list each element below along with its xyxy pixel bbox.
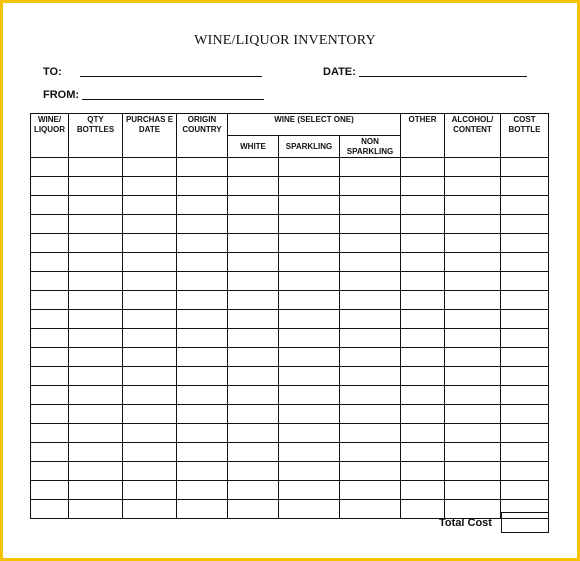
- page-title: WINE/LIQUOR INVENTORY: [194, 33, 376, 48]
- table-row: [31, 291, 549, 310]
- table-cell[interactable]: [279, 405, 340, 424]
- table-cell[interactable]: [445, 424, 501, 443]
- table-cell[interactable]: [123, 196, 177, 215]
- to-label: TO:: [43, 66, 62, 78]
- header-cost-bottle: COST BOTTLE: [501, 114, 549, 158]
- table-cell[interactable]: [228, 310, 279, 329]
- table-row: [31, 405, 549, 424]
- table-cell[interactable]: [445, 234, 501, 253]
- table-cell[interactable]: [123, 367, 177, 386]
- table-cell[interactable]: [401, 291, 445, 310]
- table-cell[interactable]: [501, 462, 549, 481]
- table-cell[interactable]: [69, 272, 123, 291]
- table-cell[interactable]: [228, 348, 279, 367]
- table-cell[interactable]: [501, 215, 549, 234]
- table-cell[interactable]: [501, 367, 549, 386]
- table-cell[interactable]: [340, 386, 401, 405]
- table-cell[interactable]: [401, 310, 445, 329]
- table-cell[interactable]: [279, 424, 340, 443]
- table-cell[interactable]: [69, 386, 123, 405]
- header-qty-bottles: QTY BOTTLES: [69, 114, 123, 158]
- table-cell[interactable]: [445, 253, 501, 272]
- table-cell[interactable]: [445, 215, 501, 234]
- table-cell[interactable]: [340, 462, 401, 481]
- table-cell[interactable]: [401, 329, 445, 348]
- table-cell[interactable]: [501, 196, 549, 215]
- table-cell[interactable]: [279, 443, 340, 462]
- table-cell[interactable]: [340, 443, 401, 462]
- table-cell[interactable]: [228, 177, 279, 196]
- table-cell[interactable]: [177, 310, 228, 329]
- table-cell[interactable]: [123, 158, 177, 177]
- table-cell[interactable]: [31, 367, 69, 386]
- table-cell[interactable]: [279, 177, 340, 196]
- table-cell[interactable]: [123, 329, 177, 348]
- table-cell[interactable]: [228, 234, 279, 253]
- inventory-sheet: [3, 3, 577, 558]
- table-cell[interactable]: [177, 196, 228, 215]
- table-cell[interactable]: [123, 405, 177, 424]
- header-white: WHITE: [228, 136, 279, 158]
- table-cell[interactable]: [279, 367, 340, 386]
- table-cell[interactable]: [123, 462, 177, 481]
- table-cell[interactable]: [123, 500, 177, 519]
- table-cell[interactable]: [445, 500, 501, 519]
- inventory-table: [30, 113, 549, 519]
- table-cell[interactable]: [228, 405, 279, 424]
- table-row: [31, 424, 549, 443]
- table-cell[interactable]: [177, 177, 228, 196]
- table-cell[interactable]: [69, 481, 123, 500]
- table-cell[interactable]: [401, 215, 445, 234]
- table-cell[interactable]: [340, 367, 401, 386]
- table-cell[interactable]: [340, 310, 401, 329]
- table-cell[interactable]: [177, 386, 228, 405]
- table-cell[interactable]: [31, 291, 69, 310]
- table-cell[interactable]: [69, 234, 123, 253]
- table-cell[interactable]: [401, 405, 445, 424]
- table-cell[interactable]: [177, 500, 228, 519]
- table-cell[interactable]: [340, 329, 401, 348]
- table-cell[interactable]: [279, 310, 340, 329]
- table-cell[interactable]: [279, 291, 340, 310]
- table-cell[interactable]: [228, 424, 279, 443]
- table-cell[interactable]: [401, 386, 445, 405]
- table-cell[interactable]: [501, 310, 549, 329]
- table-cell[interactable]: [445, 367, 501, 386]
- table-cell[interactable]: [31, 462, 69, 481]
- header-non-sparkling: NON SPARKLING: [340, 136, 401, 158]
- table-cell[interactable]: [501, 405, 549, 424]
- table-cell[interactable]: [69, 348, 123, 367]
- table-cell[interactable]: [177, 158, 228, 177]
- table-cell[interactable]: [501, 177, 549, 196]
- table-cell[interactable]: [177, 234, 228, 253]
- table-cell[interactable]: [69, 215, 123, 234]
- table-cell[interactable]: [445, 481, 501, 500]
- table-cell[interactable]: [177, 215, 228, 234]
- table-row: [31, 443, 549, 462]
- table-row: [31, 215, 549, 234]
- table-cell[interactable]: [445, 443, 501, 462]
- header-origin-country: ORIGIN COUNTRY: [177, 114, 228, 158]
- table-cell[interactable]: [69, 158, 123, 177]
- table-row: [31, 386, 549, 405]
- table-cell[interactable]: [401, 462, 445, 481]
- table-cell[interactable]: [177, 272, 228, 291]
- table-cell[interactable]: [31, 158, 69, 177]
- table-cell[interactable]: [340, 348, 401, 367]
- inventory-table-body: [31, 158, 549, 519]
- table-cell[interactable]: [177, 329, 228, 348]
- table-cell[interactable]: [31, 329, 69, 348]
- table-row: [31, 329, 549, 348]
- table-cell[interactable]: [123, 234, 177, 253]
- table-cell[interactable]: [69, 196, 123, 215]
- table-cell[interactable]: [401, 177, 445, 196]
- table-cell[interactable]: [445, 386, 501, 405]
- table-row: [31, 348, 549, 367]
- table-cell[interactable]: [177, 405, 228, 424]
- table-cell[interactable]: [123, 272, 177, 291]
- date-label: DATE:: [323, 66, 356, 78]
- table-cell[interactable]: [401, 443, 445, 462]
- table-cell[interactable]: [31, 386, 69, 405]
- table-cell[interactable]: [401, 272, 445, 291]
- table-cell[interactable]: [177, 443, 228, 462]
- table-row: [31, 196, 549, 215]
- table-row: [31, 500, 549, 519]
- table-cell[interactable]: [401, 348, 445, 367]
- table-cell[interactable]: [31, 253, 69, 272]
- table-row: [31, 462, 549, 481]
- table-cell[interactable]: [401, 500, 445, 519]
- table-cell[interactable]: [340, 158, 401, 177]
- date-field[interactable]: [359, 76, 527, 77]
- table-cell[interactable]: [31, 310, 69, 329]
- table-cell[interactable]: [69, 500, 123, 519]
- table-cell[interactable]: [279, 234, 340, 253]
- table-cell[interactable]: [31, 500, 69, 519]
- table-cell[interactable]: [177, 291, 228, 310]
- table-cell[interactable]: [279, 500, 340, 519]
- table-cell[interactable]: [31, 215, 69, 234]
- table-cell[interactable]: [401, 424, 445, 443]
- table-cell[interactable]: [279, 386, 340, 405]
- table-cell[interactable]: [123, 386, 177, 405]
- table-cell[interactable]: [69, 253, 123, 272]
- table-cell[interactable]: [279, 329, 340, 348]
- table-cell[interactable]: [279, 215, 340, 234]
- table-cell[interactable]: [401, 367, 445, 386]
- table-cell[interactable]: [340, 234, 401, 253]
- table-cell[interactable]: [445, 462, 501, 481]
- table-cell[interactable]: [228, 196, 279, 215]
- table-row: [31, 158, 549, 177]
- table-cell[interactable]: [228, 443, 279, 462]
- table-cell[interactable]: [228, 329, 279, 348]
- table-cell[interactable]: [228, 291, 279, 310]
- table-cell[interactable]: [123, 424, 177, 443]
- table-cell[interactable]: [69, 424, 123, 443]
- table-cell[interactable]: [228, 481, 279, 500]
- table-cell[interactable]: [123, 481, 177, 500]
- table-cell[interactable]: [279, 253, 340, 272]
- to-field[interactable]: [80, 76, 262, 77]
- table-cell[interactable]: [445, 177, 501, 196]
- table-cell[interactable]: [228, 500, 279, 519]
- table-cell[interactable]: [69, 329, 123, 348]
- header-alcohol-content: ALCOHOL/ CONTENT: [445, 114, 501, 158]
- table-cell[interactable]: [445, 196, 501, 215]
- table-cell[interactable]: [31, 443, 69, 462]
- table-cell[interactable]: [340, 424, 401, 443]
- table-cell[interactable]: [123, 215, 177, 234]
- header-other: OTHER: [401, 114, 445, 158]
- table-cell[interactable]: [228, 272, 279, 291]
- header-wine-liquor: WINE/ LIQUOR: [31, 114, 69, 158]
- table-cell[interactable]: [177, 367, 228, 386]
- from-label: FROM:: [43, 89, 80, 101]
- table-cell[interactable]: [501, 348, 549, 367]
- table-cell[interactable]: [340, 500, 401, 519]
- table-cell[interactable]: [340, 177, 401, 196]
- table-cell[interactable]: [123, 177, 177, 196]
- table-cell[interactable]: [31, 234, 69, 253]
- table-cell[interactable]: [279, 481, 340, 500]
- table-cell[interactable]: [123, 348, 177, 367]
- total-cost-field[interactable]: [501, 512, 549, 533]
- table-cell[interactable]: [228, 386, 279, 405]
- table-cell[interactable]: [279, 196, 340, 215]
- table-cell[interactable]: [69, 291, 123, 310]
- table-cell[interactable]: [69, 310, 123, 329]
- table-cell[interactable]: [123, 291, 177, 310]
- table-cell[interactable]: [31, 177, 69, 196]
- table-cell[interactable]: [501, 443, 549, 462]
- table-row: [31, 310, 549, 329]
- table-cell[interactable]: [123, 310, 177, 329]
- table-cell[interactable]: [401, 481, 445, 500]
- table-cell[interactable]: [445, 272, 501, 291]
- table-cell[interactable]: [279, 348, 340, 367]
- table-cell[interactable]: [401, 253, 445, 272]
- table-cell[interactable]: [228, 253, 279, 272]
- table-row: [31, 272, 549, 291]
- table-row: [31, 234, 549, 253]
- table-cell[interactable]: [340, 196, 401, 215]
- table-row: [31, 177, 549, 196]
- table-cell[interactable]: [31, 481, 69, 500]
- table-cell[interactable]: [228, 462, 279, 481]
- table-cell[interactable]: [501, 272, 549, 291]
- table-cell[interactable]: [501, 158, 549, 177]
- table-cell[interactable]: [31, 405, 69, 424]
- header-sparkling: SPARKLING: [279, 136, 340, 158]
- table-cell[interactable]: [445, 329, 501, 348]
- from-field[interactable]: [82, 99, 264, 100]
- table-cell[interactable]: [401, 234, 445, 253]
- table-cell[interactable]: [177, 481, 228, 500]
- table-cell[interactable]: [501, 329, 549, 348]
- table-cell[interactable]: [445, 348, 501, 367]
- table-row: [31, 367, 549, 386]
- table-cell[interactable]: [501, 386, 549, 405]
- table-cell[interactable]: [123, 253, 177, 272]
- table-cell[interactable]: [69, 367, 123, 386]
- table-cell[interactable]: [228, 215, 279, 234]
- table-row: [31, 481, 549, 500]
- table-cell[interactable]: [501, 234, 549, 253]
- table-cell[interactable]: [445, 405, 501, 424]
- table-cell[interactable]: [31, 348, 69, 367]
- table-cell[interactable]: [177, 462, 228, 481]
- table-cell[interactable]: [279, 462, 340, 481]
- table-cell[interactable]: [445, 158, 501, 177]
- table-cell[interactable]: [31, 272, 69, 291]
- table-cell[interactable]: [501, 481, 549, 500]
- table-cell[interactable]: [340, 481, 401, 500]
- table-cell[interactable]: [69, 405, 123, 424]
- table-cell[interactable]: [31, 424, 69, 443]
- table-cell[interactable]: [69, 177, 123, 196]
- table-cell[interactable]: [401, 158, 445, 177]
- table-cell[interactable]: [228, 158, 279, 177]
- total-cost-label: Total Cost: [439, 517, 492, 529]
- header-wine-select-one: WINE (SELECT ONE): [228, 114, 401, 136]
- table-cell[interactable]: [445, 291, 501, 310]
- table-cell[interactable]: [228, 367, 279, 386]
- table-cell[interactable]: [340, 291, 401, 310]
- table-cell[interactable]: [177, 348, 228, 367]
- table-cell[interactable]: [340, 405, 401, 424]
- table-cell[interactable]: [69, 443, 123, 462]
- header-purchase-date: PURCHAS E DATE: [123, 114, 177, 158]
- table-cell[interactable]: [177, 424, 228, 443]
- table-cell[interactable]: [445, 310, 501, 329]
- table-cell[interactable]: [279, 272, 340, 291]
- table-cell[interactable]: [501, 424, 549, 443]
- table-cell[interactable]: [401, 196, 445, 215]
- table-cell[interactable]: [501, 291, 549, 310]
- table-row: [31, 253, 549, 272]
- table-cell[interactable]: [340, 253, 401, 272]
- table-cell[interactable]: [501, 253, 549, 272]
- table-cell[interactable]: [279, 158, 340, 177]
- table-cell[interactable]: [340, 272, 401, 291]
- table-cell[interactable]: [340, 215, 401, 234]
- table-cell[interactable]: [31, 196, 69, 215]
- table-cell[interactable]: [123, 443, 177, 462]
- table-cell[interactable]: [69, 462, 123, 481]
- table-cell[interactable]: [177, 253, 228, 272]
